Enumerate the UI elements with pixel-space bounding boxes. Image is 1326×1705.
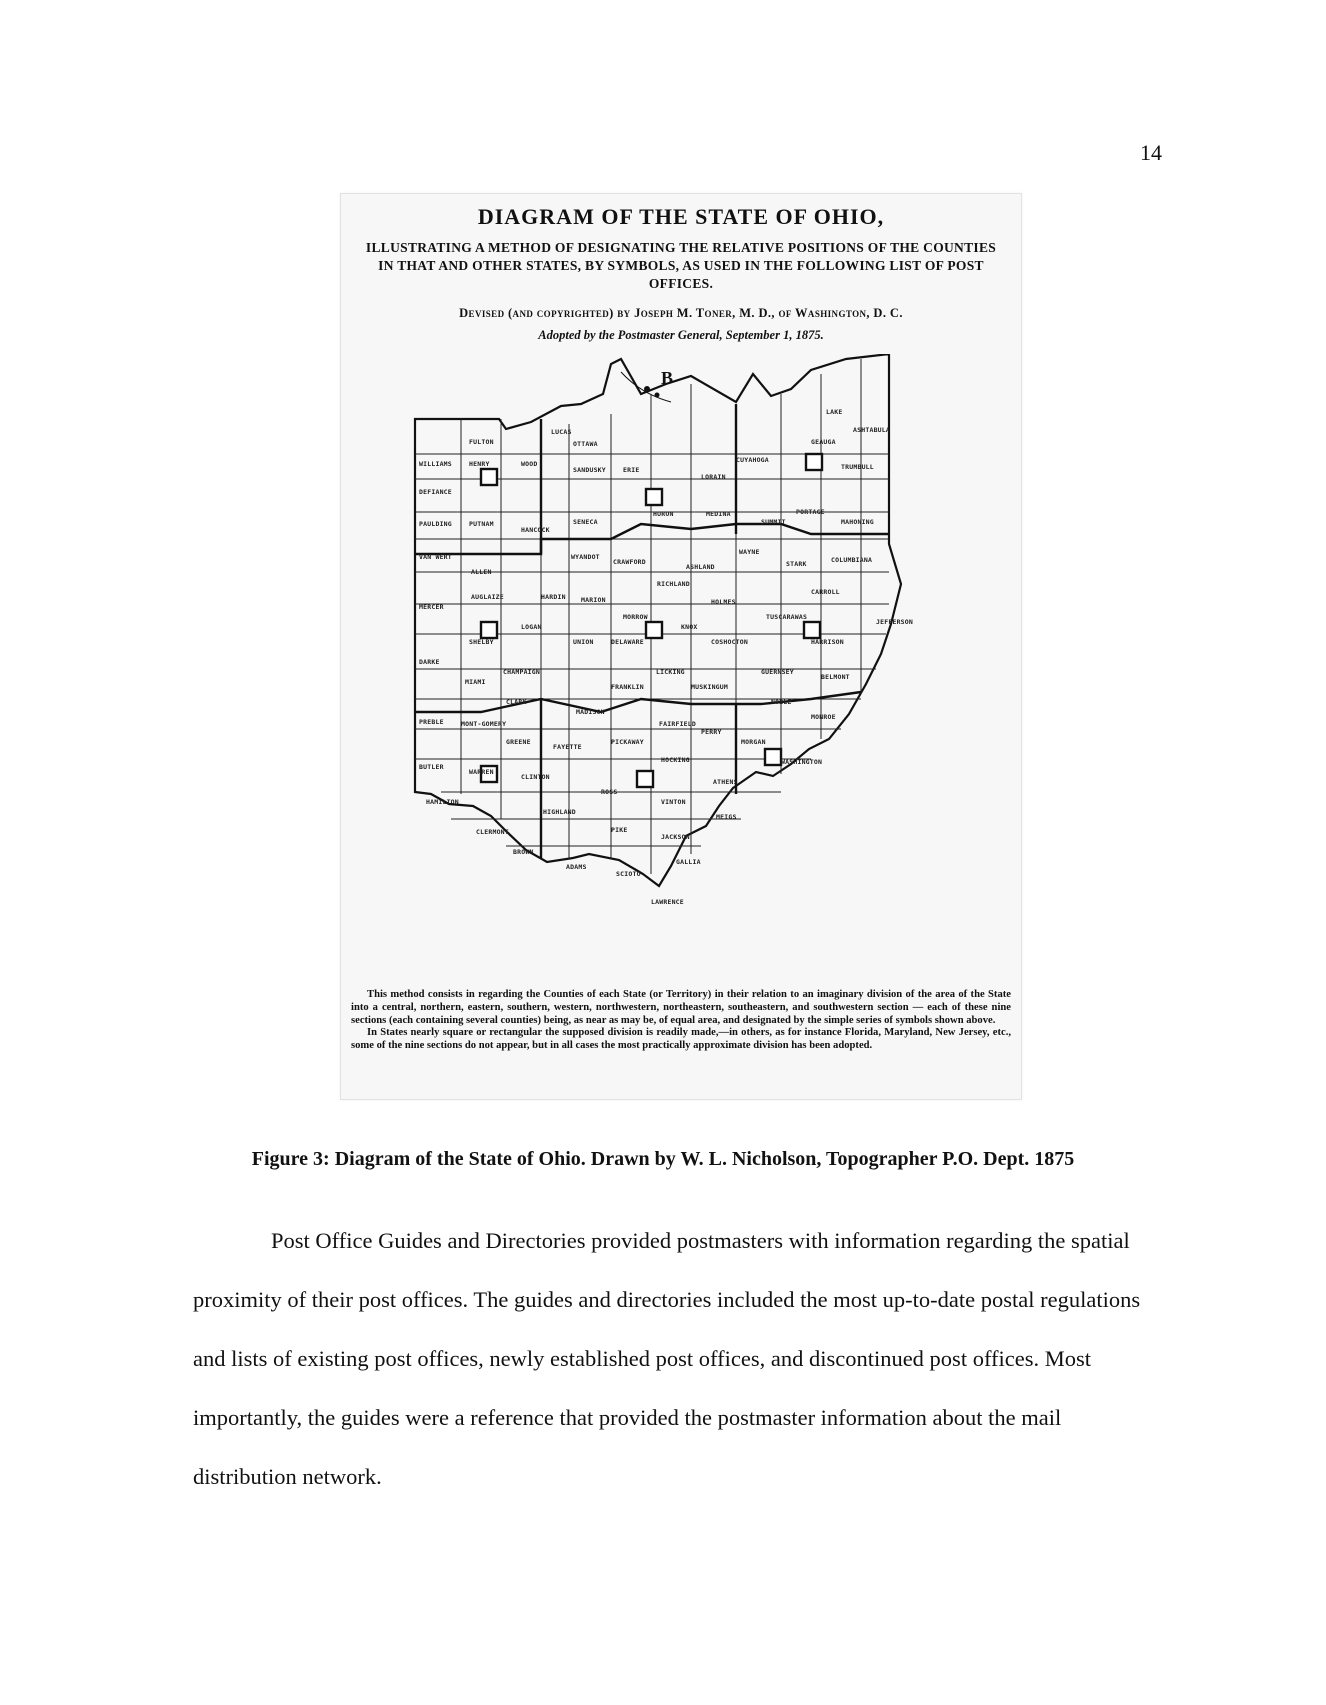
figure-title: DIAGRAM OF THE STATE OF OHIO,	[477, 204, 885, 229]
county-label: SUMMIT	[761, 518, 786, 526]
county-label: TUSCARAWAS	[766, 613, 808, 621]
county-label: ROSS	[601, 788, 618, 796]
county-label: TRUMBULL	[841, 463, 874, 471]
county-label: WYANDOT	[571, 553, 600, 561]
county-label: LAWRENCE	[651, 898, 684, 906]
county-label: BROWN	[513, 848, 534, 856]
county-label: HIGHLAND	[543, 808, 576, 816]
figure-adopted-line: Adopted by the Postmaster General, September 1, 1875.	[538, 328, 824, 342]
county-label: RICHLAND	[657, 580, 690, 588]
county-boundaries	[415, 359, 889, 874]
county-label: STARK	[786, 560, 807, 568]
county-label: PORTAGE	[796, 508, 825, 516]
county-label: GEAUGA	[811, 438, 836, 446]
county-label: WOOD	[521, 460, 538, 468]
county-label: LUCAS	[551, 428, 572, 436]
county-label: WAYNE	[739, 548, 760, 556]
county-label: CHAMPAIGN	[503, 668, 541, 676]
county-label: WARREN	[469, 768, 494, 776]
county-label: DEFIANCE	[419, 488, 452, 496]
county-label: MEDINA	[706, 510, 731, 518]
county-label: HANCOCK	[521, 526, 550, 534]
county-label: MIAMI	[465, 678, 486, 686]
county-label: HAMILTON	[426, 798, 459, 806]
county-label: SENECA	[573, 518, 598, 526]
body-text	[193, 1211, 1148, 1506]
county-label: LAKE	[826, 408, 843, 416]
county-label: MORROW	[623, 613, 648, 621]
county-label: AUGLAIZE	[471, 593, 504, 601]
county-label: VAN WERT	[419, 553, 452, 561]
county-label: UNION	[573, 638, 594, 646]
county-label: CARROLL	[811, 588, 840, 596]
figure-caption: Figure 3: Diagram of the State of Ohio. Drawn by W. L. Nicholson, Topographer P.O. Dept. 1875	[251, 1148, 1075, 1170]
county-label: PICKAWAY	[611, 738, 644, 746]
county-label: LOGAN	[521, 623, 542, 631]
county-label: MONT-GOMERY	[461, 720, 507, 728]
county-label: HENRY	[469, 460, 490, 468]
county-label: JEFFERSON	[876, 618, 914, 626]
county-label: GUERNSEY	[761, 668, 794, 676]
county-label: LICKING	[656, 668, 685, 676]
county-label: VINTON	[661, 798, 686, 806]
county-label: FAIRFIELD	[659, 720, 697, 728]
county-label: MAHONING	[841, 518, 874, 526]
county-label: DELAWARE	[611, 638, 644, 646]
county-label: MUSKINGUM	[691, 683, 729, 691]
county-label: HOLMES	[711, 598, 736, 606]
figure-subtitle: ILLUSTRATING A METHOD OF DESIGNATING THE RELATIVE POSITIONS OF THE COUNTIES IN THAT AND OTHER STATES, BY SYMBOLS, AS USED IN THE FOLLOWING LIST OF POST OFFICES.	[365, 240, 997, 291]
county-label: WILLIAMS	[419, 460, 452, 468]
county-label: CLERMONT	[476, 828, 509, 836]
page-number: 14	[1140, 140, 1162, 165]
county-label: COLUMBIANA	[831, 556, 873, 564]
county-label: HARDIN	[541, 593, 566, 601]
county-label: CUYAHOGA	[736, 456, 769, 464]
county-label: FAYETTE	[553, 743, 582, 751]
county-label: PREBLE	[419, 718, 444, 726]
county-label: CLINTON	[521, 773, 550, 781]
county-label: CRAWFORD	[613, 558, 646, 566]
county-label: MERCER	[419, 603, 444, 611]
county-label: SANDUSKY	[573, 466, 606, 474]
ohio-county-map	[341, 354, 1021, 984]
county-label: BUTLER	[419, 763, 444, 771]
county-label: LORAIN	[701, 473, 726, 481]
county-label: MADISON	[576, 708, 605, 716]
county-label: PUTNAM	[469, 520, 494, 528]
county-label: DARKE	[419, 658, 440, 666]
county-label: OTTAWA	[573, 440, 598, 448]
state-outline	[415, 354, 901, 886]
county-label: PAULDING	[419, 520, 452, 528]
county-label: HURON	[653, 510, 674, 518]
county-label: GALLIA	[676, 858, 701, 866]
county-label: JACKSON	[661, 833, 690, 841]
county-label: COSHOCTON	[711, 638, 749, 646]
body-paragraph: Post Office Guides and Directories provided postmasters with information regarding the spatial proximity of their post offices. The guides and directories included the most up-to-date postal regulations and lists of existing post offices, newly established post offices, and discontinued post offices. Most importantly, the guides were a reference that provided the postmaster information about the mail distribution network.	[193, 1228, 1141, 1489]
figure-note-paragraph-1: This method consists in regarding the Counties of each State (or Territory) in their relation to an imaginary division of the area of the State into a central, northern, eastern, southern, western, northwestern, northeastern, southeastern, and southwestern section — each of these nine sections (each containing several counties) being, as near as may be, of equal area, and designated by the simple series of symbols shown above.	[351, 989, 1011, 1026]
county-label: CLARK	[506, 698, 527, 706]
county-label: HARRISON	[811, 638, 844, 646]
county-label: FRANKLIN	[611, 683, 644, 691]
county-label: BELMONT	[821, 673, 850, 681]
county-label: FULTON	[469, 438, 494, 446]
county-label: SHELBY	[469, 638, 494, 646]
map-inset-label: B	[661, 368, 674, 388]
county-label: ADAMS	[566, 863, 587, 871]
figure-note	[351, 989, 1011, 1053]
county-label: SCIOTO	[616, 870, 641, 878]
county-label: ASHTABULA	[853, 426, 891, 434]
county-label: WASHINGTON	[781, 758, 823, 766]
county-label: ASHLAND	[686, 563, 715, 571]
county-label: PERRY	[701, 728, 722, 736]
county-label: NOBLE	[771, 698, 792, 706]
county-label: MORGAN	[741, 738, 766, 746]
county-label: GREENE	[506, 738, 531, 746]
county-label: MARION	[581, 596, 606, 604]
county-label: ERIE	[623, 466, 640, 474]
figure-devised-line: Devised (and copyrighted) by Joseph M. Toner, M. D., of Washington, D. C.	[459, 306, 903, 320]
figure-ohio-diagram	[340, 193, 1022, 1100]
county-label: HOCKING	[661, 756, 690, 764]
county-label: KNOX	[681, 623, 698, 631]
county-label: ATHENS	[713, 778, 738, 786]
county-label: PIKE	[611, 826, 628, 834]
figure-note-paragraph-2: In States nearly square or rectangular the supposed division is readily made,—in others, as for instance Florida, Maryland, New Jersey, etc., some of the nine sections do not appear, but in all cases the most practically approximate division has been adopted.	[351, 1027, 1011, 1052]
county-label: MONROE	[811, 713, 836, 721]
county-label: MEIGS	[716, 813, 737, 821]
county-label: ALLEN	[471, 568, 492, 576]
